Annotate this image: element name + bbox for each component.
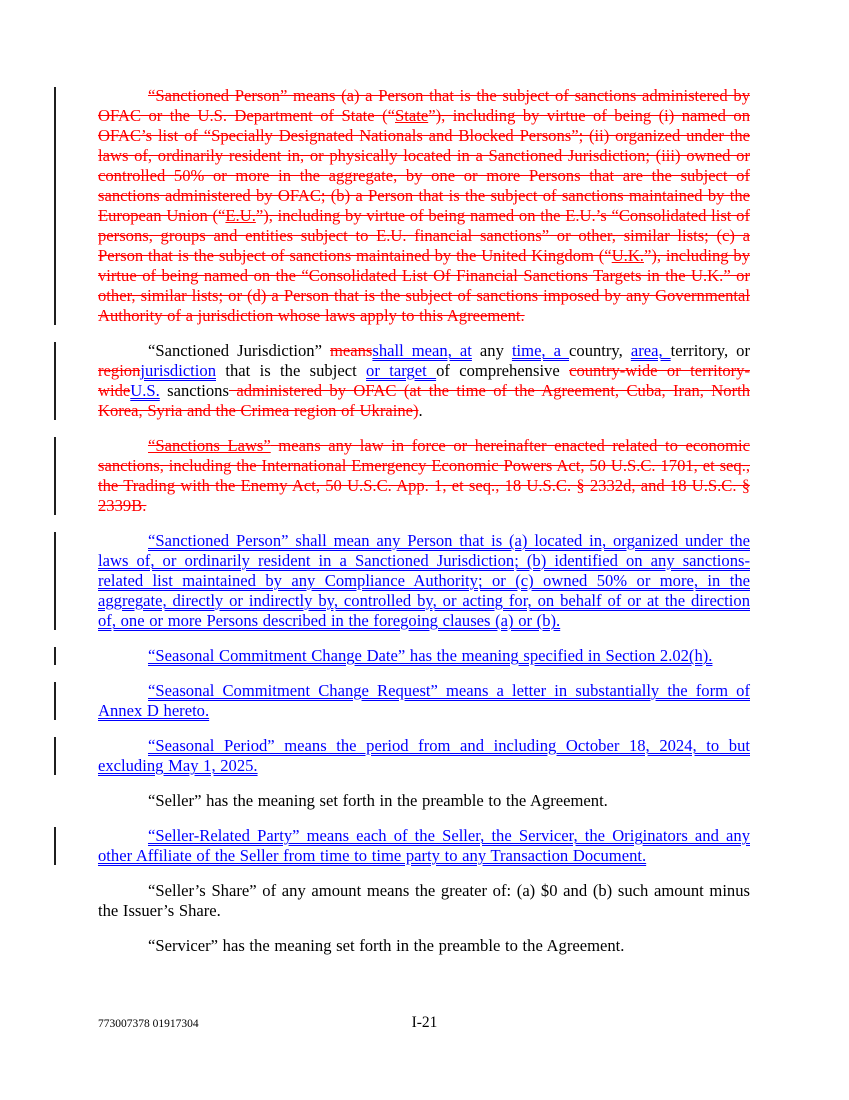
revision-change-bar — [54, 827, 56, 865]
para-seller-related-party — [98, 826, 750, 866]
revision-change-bar — [54, 682, 56, 720]
revision-change-bar — [54, 647, 56, 665]
deleted-text: region — [98, 361, 141, 380]
para-seasonal-period — [98, 736, 750, 776]
unchanged-text: “Seller” has the meaning set forth in the preamble to the Agreement. — [148, 791, 608, 810]
unchanged-text: “Sanctioned Jurisdiction” — [148, 341, 330, 360]
inserted-text: “Seasonal Period” means the period from and including October 18, 2024, to but excluding May 1, 2025. — [98, 736, 750, 775]
deleted-text: means — [329, 341, 373, 360]
revision-change-bar — [54, 342, 56, 420]
deleted-defined-term: U.K. — [611, 246, 644, 265]
para-seasonal-commitment-change-request — [98, 681, 750, 721]
deleted-text: ”), including by virtue of being named on the “Consolidated List Of Financial Sanctions Targets in the U.K.” or other, similar lists; or (d) a Person that is the subject of sanctions imposed by any Governmental Authority of a jurisdiction whose laws apply to this Agreement. — [98, 246, 750, 325]
inserted-text: area, — [630, 341, 671, 360]
inserted-text: jurisdiction — [140, 361, 216, 380]
deleted-defined-term: “Sanctions Laws” — [148, 436, 271, 455]
inserted-text: time, a — [511, 341, 570, 360]
unchanged-text: that is the subject — [216, 361, 367, 380]
deleted-text: country-wide or territory-wide — [98, 361, 750, 400]
para-sanctioned-person-deleted — [98, 86, 750, 326]
para-servicer — [98, 936, 750, 956]
deleted-defined-term: E.U. — [225, 206, 256, 225]
inserted-text: U.S. — [130, 381, 160, 400]
revision-change-bar — [54, 532, 56, 630]
deleted-text: means any law in force or hereinafter enacted related to economic sanctions, including the International Emergency Economic Powers Act, 50 U.S.C. 1701, et seq., the Trading with the Enemy Act, 50 U.S.C. App. 1, et seq., 18 U.S.C. § 2332d, and 18 U.S.C. § 2339B. — [98, 436, 750, 515]
unchanged-text: any — [471, 341, 512, 360]
revision-change-bar — [54, 87, 56, 325]
unchanged-text: territory, or — [670, 341, 750, 360]
para-sanctions-laws-deleted — [98, 436, 750, 516]
document-body — [98, 86, 750, 971]
para-sanctioned-jurisdiction — [98, 341, 750, 421]
para-seller — [98, 791, 750, 811]
footer-document-number: 773007378 01917304 — [98, 1018, 199, 1030]
deleted-text: administered by OFAC (at the time of the Agreement, Cuba, Iran, North Korea, Syria and the Crimea region of Ukraine) — [98, 381, 750, 420]
unchanged-text: of comprehensive — [436, 361, 570, 380]
inserted-text: “Seasonal Commitment Change Request” means a letter in substantially the form of Annex D hereto. — [98, 681, 750, 720]
inserted-text: “Seasonal Commitment Change Date” has the meaning specified in Section 2.02(h). — [148, 646, 713, 665]
inserted-text: “Seller-Related Party” means each of the Seller, the Servicer, the Originators and any other Affiliate of the Seller from time to time party to any Transaction Document. — [98, 826, 750, 865]
para-sellers-share — [98, 881, 750, 921]
deleted-text: ”), including by virtue of being named on the E.U.’s “Consolidated list of persons, groups and entities subject to E.U. financial sanctions” or other, similar lists; (c) a Person that is the subject of sanctions maintained by the United Kingdom (“ — [98, 206, 750, 265]
para-seasonal-commitment-change-date — [98, 646, 750, 666]
inserted-text: shall mean, at — [372, 341, 472, 360]
inserted-text: “Sanctioned Person” shall mean any Person that is (a) located in, organized under the laws of, or ordinarily resident in a Sanctioned Jurisdiction; (b) identified on any sanctions-related list maintained by any Compliance Authority; or (c) owned 50% or more, in the aggregate, directly or indirectly by, controlled by, or acting for, on behalf of or at the direction of, one or more Persons described in the foregoing clauses (a) or (b). — [98, 531, 750, 630]
unchanged-text: country, — [569, 341, 631, 360]
unchanged-text: . — [418, 401, 423, 420]
unchanged-text: sanctions — [159, 381, 229, 400]
deleted-defined-term: State — [395, 106, 429, 125]
deleted-text: “Sanctioned Person” means (a) a Person that is the subject of sanctions administered by OFAC or the U.S. Department of State (“ — [98, 86, 750, 125]
footer-page-number: I-21 — [411, 1014, 438, 1031]
deleted-text: ”), including by virtue of being (i) named on OFAC’s list of “Specially Designated Nationals and Blocked Persons”; (ii) organized under the laws of, ordinarily resident in, or physically located in a Sanctioned Jurisdiction; (iii) owned or controlled 50% or more in the aggregate, by one or more Persons that are the subject of sanctions administered by OFAC; (b) a Person that is the subject of sanctions maintained by the European Union (“ — [98, 106, 750, 225]
unchanged-text: “Seller’s Share” of any amount means the greater of: (a) $0 and (b) such amount minus the Issuer’s Share. — [98, 881, 750, 920]
unchanged-text: “Servicer” has the meaning set forth in the preamble to the Agreement. — [148, 936, 625, 955]
revision-change-bar — [54, 437, 56, 515]
para-sanctioned-person-inserted — [98, 531, 750, 631]
revision-change-bar — [54, 737, 56, 775]
inserted-text: or target — [366, 361, 437, 380]
